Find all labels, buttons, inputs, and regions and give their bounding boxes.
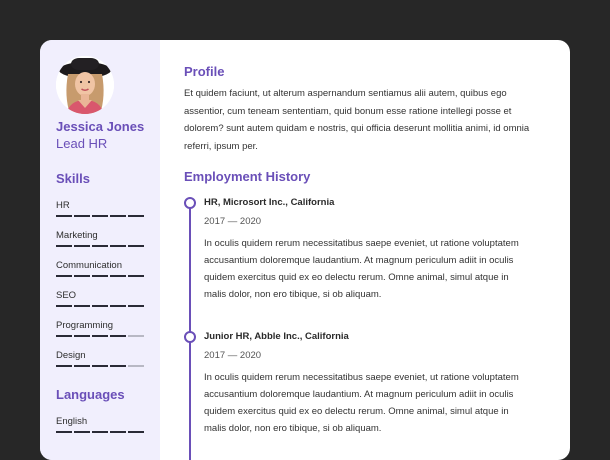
main-content [184,40,570,460]
level-segment [56,431,72,433]
skill-level-bar [56,305,146,307]
level-segment [92,215,108,217]
skill-item [56,350,146,367]
skill-label: Design [56,350,86,361]
level-segment [56,245,72,247]
level-segment [128,305,144,307]
level-segment [74,275,90,277]
level-segment [92,245,108,247]
level-segment [56,275,72,277]
skill-item [56,290,146,307]
sidebar [40,40,160,460]
job-title: HR, Microsort Inc., California [204,197,335,208]
job-description: In oculis quidem rerum necessitatibus saepe eveniet, ut ratione voluptatem accusantium doloremque laudantium. At magnum periculum adiit in oculis quidem exercitus quid ex eo delectu rerum. Omne animal, simul atque in malis dolor, non ero tibique, si ob aliquam. [204,372,519,434]
level-segment [92,335,108,337]
level-segment [74,431,90,433]
employment-heading: Employment History [184,169,311,184]
level-segment [74,365,90,367]
level-segment [92,305,108,307]
level-segment [110,431,126,433]
job-dates: 2017 — 2020 [204,216,262,227]
job-dates: 2017 — 2020 [204,350,262,361]
level-segment [128,215,144,217]
level-segment [110,245,126,247]
level-segment [128,335,144,337]
timeline-dot-icon [184,331,196,343]
profile-role: Lead HR [56,136,108,151]
level-segment [56,305,72,307]
level-segment [56,335,72,337]
skill-level-bar [56,215,146,217]
skill-level-bar [56,275,146,277]
languages-heading: Languages [56,387,125,402]
level-segment [110,275,126,277]
skills-heading: Skills [56,171,90,186]
skill-label: Marketing [56,230,98,241]
level-segment [92,275,108,277]
skill-item [56,230,146,247]
language-level-bar [56,431,146,433]
skill-label: SEO [56,290,77,301]
level-segment [128,245,144,247]
timeline-dot-icon [184,197,196,209]
job-title: Junior HR, Abble Inc., California [204,331,349,342]
language-label: English [56,416,88,427]
level-segment [128,365,144,367]
language-item [56,416,146,433]
skill-level-bar [56,365,146,367]
job-entry [204,331,524,437]
profile-heading: Profile [184,64,225,79]
level-segment [110,365,126,367]
skill-label: HR [56,200,70,211]
resume-card [40,40,570,460]
skill-item [56,260,146,277]
level-segment [110,305,126,307]
skill-label: Communication [56,260,122,271]
level-segment [110,335,126,337]
level-segment [128,275,144,277]
level-segment [74,215,90,217]
skill-label: Programming [56,320,114,331]
level-segment [74,335,90,337]
skill-level-bar [56,335,146,337]
skill-item [56,200,146,217]
job-entry [204,197,524,303]
level-segment [92,431,108,433]
skill-item [56,320,146,337]
level-segment [56,215,72,217]
avatar-photo [56,56,114,114]
level-segment [56,365,72,367]
level-segment [74,305,90,307]
profile-summary: Et quidem faciunt, ut alterum aspernandum sentiamus alii autem, quibus ego assentior, cum teneam sententiam, quid bonum esse ratione intellegi posse et dolorem? sunt autem quidam e nostris, qui officia deserunt mollitia animi, id omnia referri, ipsum per. [184,88,530,152]
level-segment [110,215,126,217]
profile-name: Jessica Jones [56,119,145,134]
job-description: In oculis quidem rerum necessitatibus saepe eveniet, ut ratione voluptatem accusantium doloremque laudantium. At magnum periculum adiit in oculis quidem exercitus quid ex eo delectu rerum. Omne animal, simul atque in malis dolor, non ero tibique, si ob aliquam. [204,238,519,300]
level-segment [74,245,90,247]
skill-level-bar [56,245,146,247]
level-segment [128,431,144,433]
level-segment [92,365,108,367]
avatar [56,56,114,114]
